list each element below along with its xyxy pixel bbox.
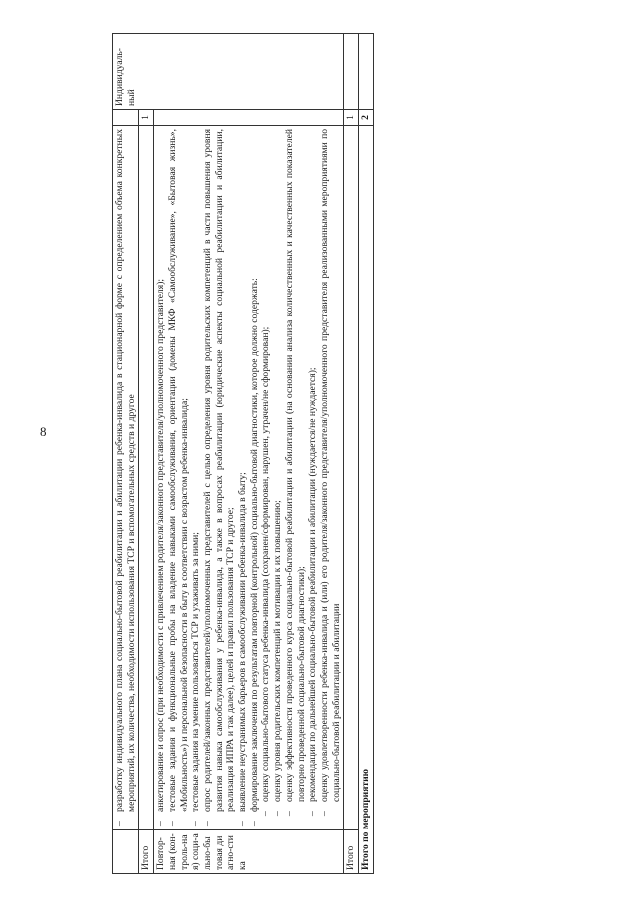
list-item: [249, 129, 261, 826]
dash: –: [283, 811, 295, 816]
cell-count: [154, 110, 344, 126]
item-text: разработку индивидуального плана социально-бытовой реабилитации и абилитации ребенка-инвалида в стационарной форме с определением объема конкретных мероприятий, их количества, необходимости использования ТСР и вспомогательных средств и другое: [114, 129, 137, 812]
dash: –: [166, 821, 178, 826]
dash: –: [307, 811, 319, 816]
cell-total-count: 1: [139, 110, 154, 126]
cell-empty: [359, 34, 374, 110]
cell-plan-text: [113, 126, 139, 830]
cell-grand-total-count: 2: [359, 110, 374, 126]
list-item: [167, 129, 190, 826]
item-text: опрос родителей/законных представителей/уполномоченных представителей с целью определения уровня родительских компетенций в части повышения уровня развития навыка самообслуживания у ребенка-инвалида, а также в вопросах реабилитации (юридические аспекты социальной реабилитации и абилитации, реализация ИПРА и так далее), целей и правил пользования ТСР и другое;: [201, 129, 237, 812]
table-row: [359, 34, 374, 874]
item-text: тестовые задания и функциональные пробы на владение навыками самообслуживания, ориентации (домены МКФ «Самообслуживание», «Бытовая жизнь», «Мобильность») и персональной безопасности в быту в соответствии с возрастом ребенка-инвалида;: [166, 129, 190, 812]
list-item: [202, 129, 237, 826]
cell-total-label: Итого: [139, 830, 154, 874]
item-text: анкетирование и опрос (при необходимости с привлечением родителя/законного представителя/уполномоченного представителя);: [155, 278, 167, 812]
dash: –: [237, 821, 249, 826]
dash: –: [248, 821, 260, 826]
item-text: оценку уровня родительских компетенций и мотивации к их повышению;: [272, 500, 284, 802]
list-item: [190, 129, 202, 826]
item-text: формирование заключения по результатам повторной (контрольной) социально-бытовой диагностики, которое должно содержать:: [248, 278, 260, 812]
cell-empty: [139, 126, 154, 830]
cell-empty: [344, 34, 359, 110]
cell-total-label: Итого: [344, 830, 359, 874]
table-row: [139, 34, 154, 874]
table-row: [113, 34, 139, 874]
table-row: [344, 34, 359, 874]
cell-blank: [113, 830, 139, 874]
cell-grand-total-label: Итого по мероприятию: [359, 126, 374, 874]
dash: –: [190, 821, 202, 826]
dash: –: [272, 811, 284, 816]
item-text: тестовые задания на умение пользоваться ТСР и ухаживать за ними;: [190, 532, 202, 812]
item-text: оценку социально-бытового статуса ребенка-инвалида (сохранен/сформирован, нарушен, утрачен/не сформирован);: [260, 326, 272, 802]
cell-diagnostics-text: [154, 126, 344, 830]
list-item: [114, 129, 137, 826]
list-item: [237, 129, 249, 826]
list-item: [307, 129, 319, 826]
cell-total-count: 1: [344, 110, 359, 126]
rotated-table-page: [112, 34, 584, 874]
cell-form: Индивидуаль-ный: [113, 34, 344, 110]
list-item: [155, 129, 167, 826]
list-item: [260, 129, 272, 826]
dash: –: [318, 811, 330, 816]
list-item: [319, 129, 342, 826]
list-item: [284, 129, 307, 826]
list-item: [272, 129, 284, 826]
cell-empty: [344, 126, 359, 830]
item-text: рекомендации по дальнейшей социально-бытовой реабилитации и абилитации (нуждается/не нуждается);: [307, 367, 319, 802]
item-text: оценку эффективности проведенного курса социально-бытовой реабилитации и абилитации (на основании анализа количественных и качественных показателей повторно проведенной социально-бытовой диагностики);: [283, 129, 307, 802]
item-text: выявление неустранимых барьеров в самообслуживании ребенка-инвалида в быту;: [237, 472, 249, 812]
cell-count: [113, 110, 139, 126]
item-text: оценку удовлетворенности ребенка-инвалида и (или) его родителя/законного представителя/уполномоченного представителя реализованными мероприятиями по социально-бытовой реабилитации и абилитации: [318, 129, 342, 802]
page-number: 8: [40, 424, 47, 439]
table-row: [154, 34, 344, 874]
cell-stage: Повтор-ная (кон-троль-ная) соци-ально-бытовая диагно-стика: [154, 830, 344, 874]
dash: –: [155, 821, 167, 826]
measures-table: [112, 33, 374, 874]
dash: –: [201, 821, 213, 826]
dash: –: [260, 811, 272, 816]
dash: –: [114, 821, 125, 826]
